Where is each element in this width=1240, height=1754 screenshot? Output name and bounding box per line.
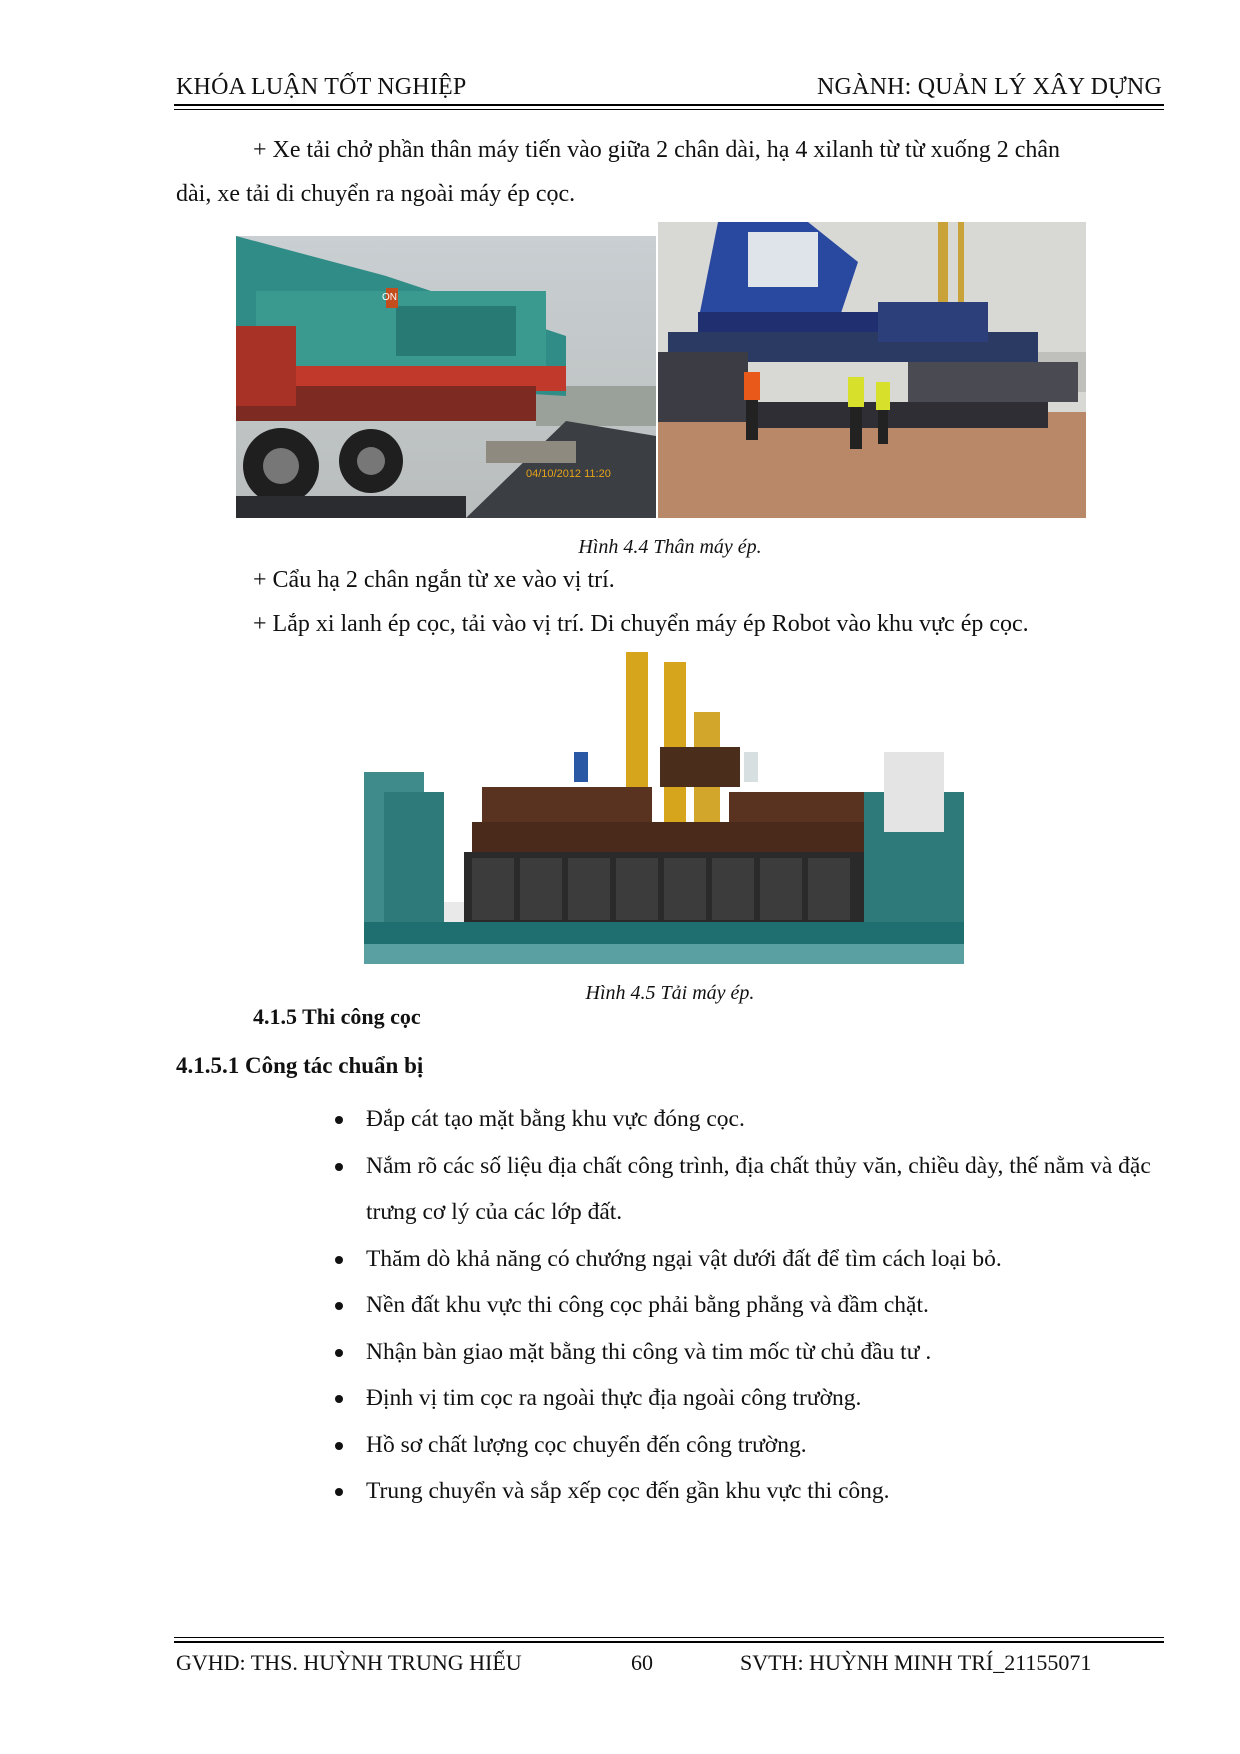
intro-line-1: + Xe tải chở phần thân máy tiến vào giữa 2 chân dài, hạ 4 xilanh từ từ xuống 2 chân (253, 137, 1061, 163)
photo-timestamp: 04/10/2012 11:20 (526, 468, 611, 480)
bullet-item: Thăm dò khả năng có chướng ngại vật dưới đất để tìm cách loại bỏ. (330, 1236, 1160, 1283)
footer-advisor: GVHD: THS. HUỲNH TRUNG HIẾU (176, 1650, 522, 1675)
bullet-item: Nhận bàn giao mặt bằng thi công và tim mốc từ chủ đầu tư . (330, 1329, 1160, 1376)
page-number: 60 (631, 1650, 653, 1675)
photo-sign-label: ON (382, 292, 397, 303)
bullet-item: Đắp cát tạo mặt bằng khu vực đóng cọc. (330, 1096, 1160, 1143)
bullet-item: Định vị tim cọc ra ngoài thực địa ngoài công trường. (330, 1375, 1160, 1422)
bullet-item: Hồ sơ chất lượng cọc chuyển đến công trường. (330, 1422, 1160, 1469)
preparation-bullet-list (330, 1096, 1160, 1515)
photo-truck-machine-body (236, 236, 656, 518)
intro-line-2: dài, xe tải di chuyển ra ngoài máy ép cọc. (176, 181, 576, 207)
bullet-item: Nắm rõ các số liệu địa chất công trình, địa chất thủy văn, chiều dày, thế nằm và đặc trưng cơ lý của các lớp đất. (330, 1143, 1160, 1236)
header-rule-thin (174, 109, 1164, 110)
figure-4-4-caption: Hình 4.4 Thân máy ép. (578, 536, 762, 558)
section-heading-4-1-5-1: 4.1.5.1 Công tác chuẩn bị (176, 1053, 424, 1078)
header-title-right: NGÀNH: QUẢN LÝ XÂY DỰNG (817, 74, 1162, 100)
footer-rule (174, 1641, 1164, 1643)
step-1: + Cẩu hạ 2 chân ngắn từ xe vào vị trí. (253, 567, 615, 593)
bullet-item: Nền đất khu vực thi công cọc phải bằng phẳng và đầm chặt. (330, 1282, 1160, 1329)
header-title-left: KHÓA LUẬN TỐT NGHIỆP (176, 74, 467, 100)
photo-machine-lowering (658, 222, 1086, 518)
figure-4-5-caption: Hình 4.5 Tải máy ép. (585, 982, 755, 1004)
bullet-item: Trung chuyển và sắp xếp cọc đến gần khu vực thi công. (330, 1468, 1160, 1515)
footer-rule-thin (174, 1637, 1164, 1638)
header-rule (174, 104, 1164, 106)
section-heading-4-1-5: 4.1.5 Thi công cọc (253, 1004, 421, 1029)
photo-counterweight-loading (364, 652, 964, 964)
footer-student: SVTH: HUỲNH MINH TRÍ_21155071 (740, 1650, 1092, 1675)
step-2: + Lắp xi lanh ép cọc, tải vào vị trí. Di chuyển máy ép Robot vào khu vực ép cọc. (253, 611, 1029, 637)
